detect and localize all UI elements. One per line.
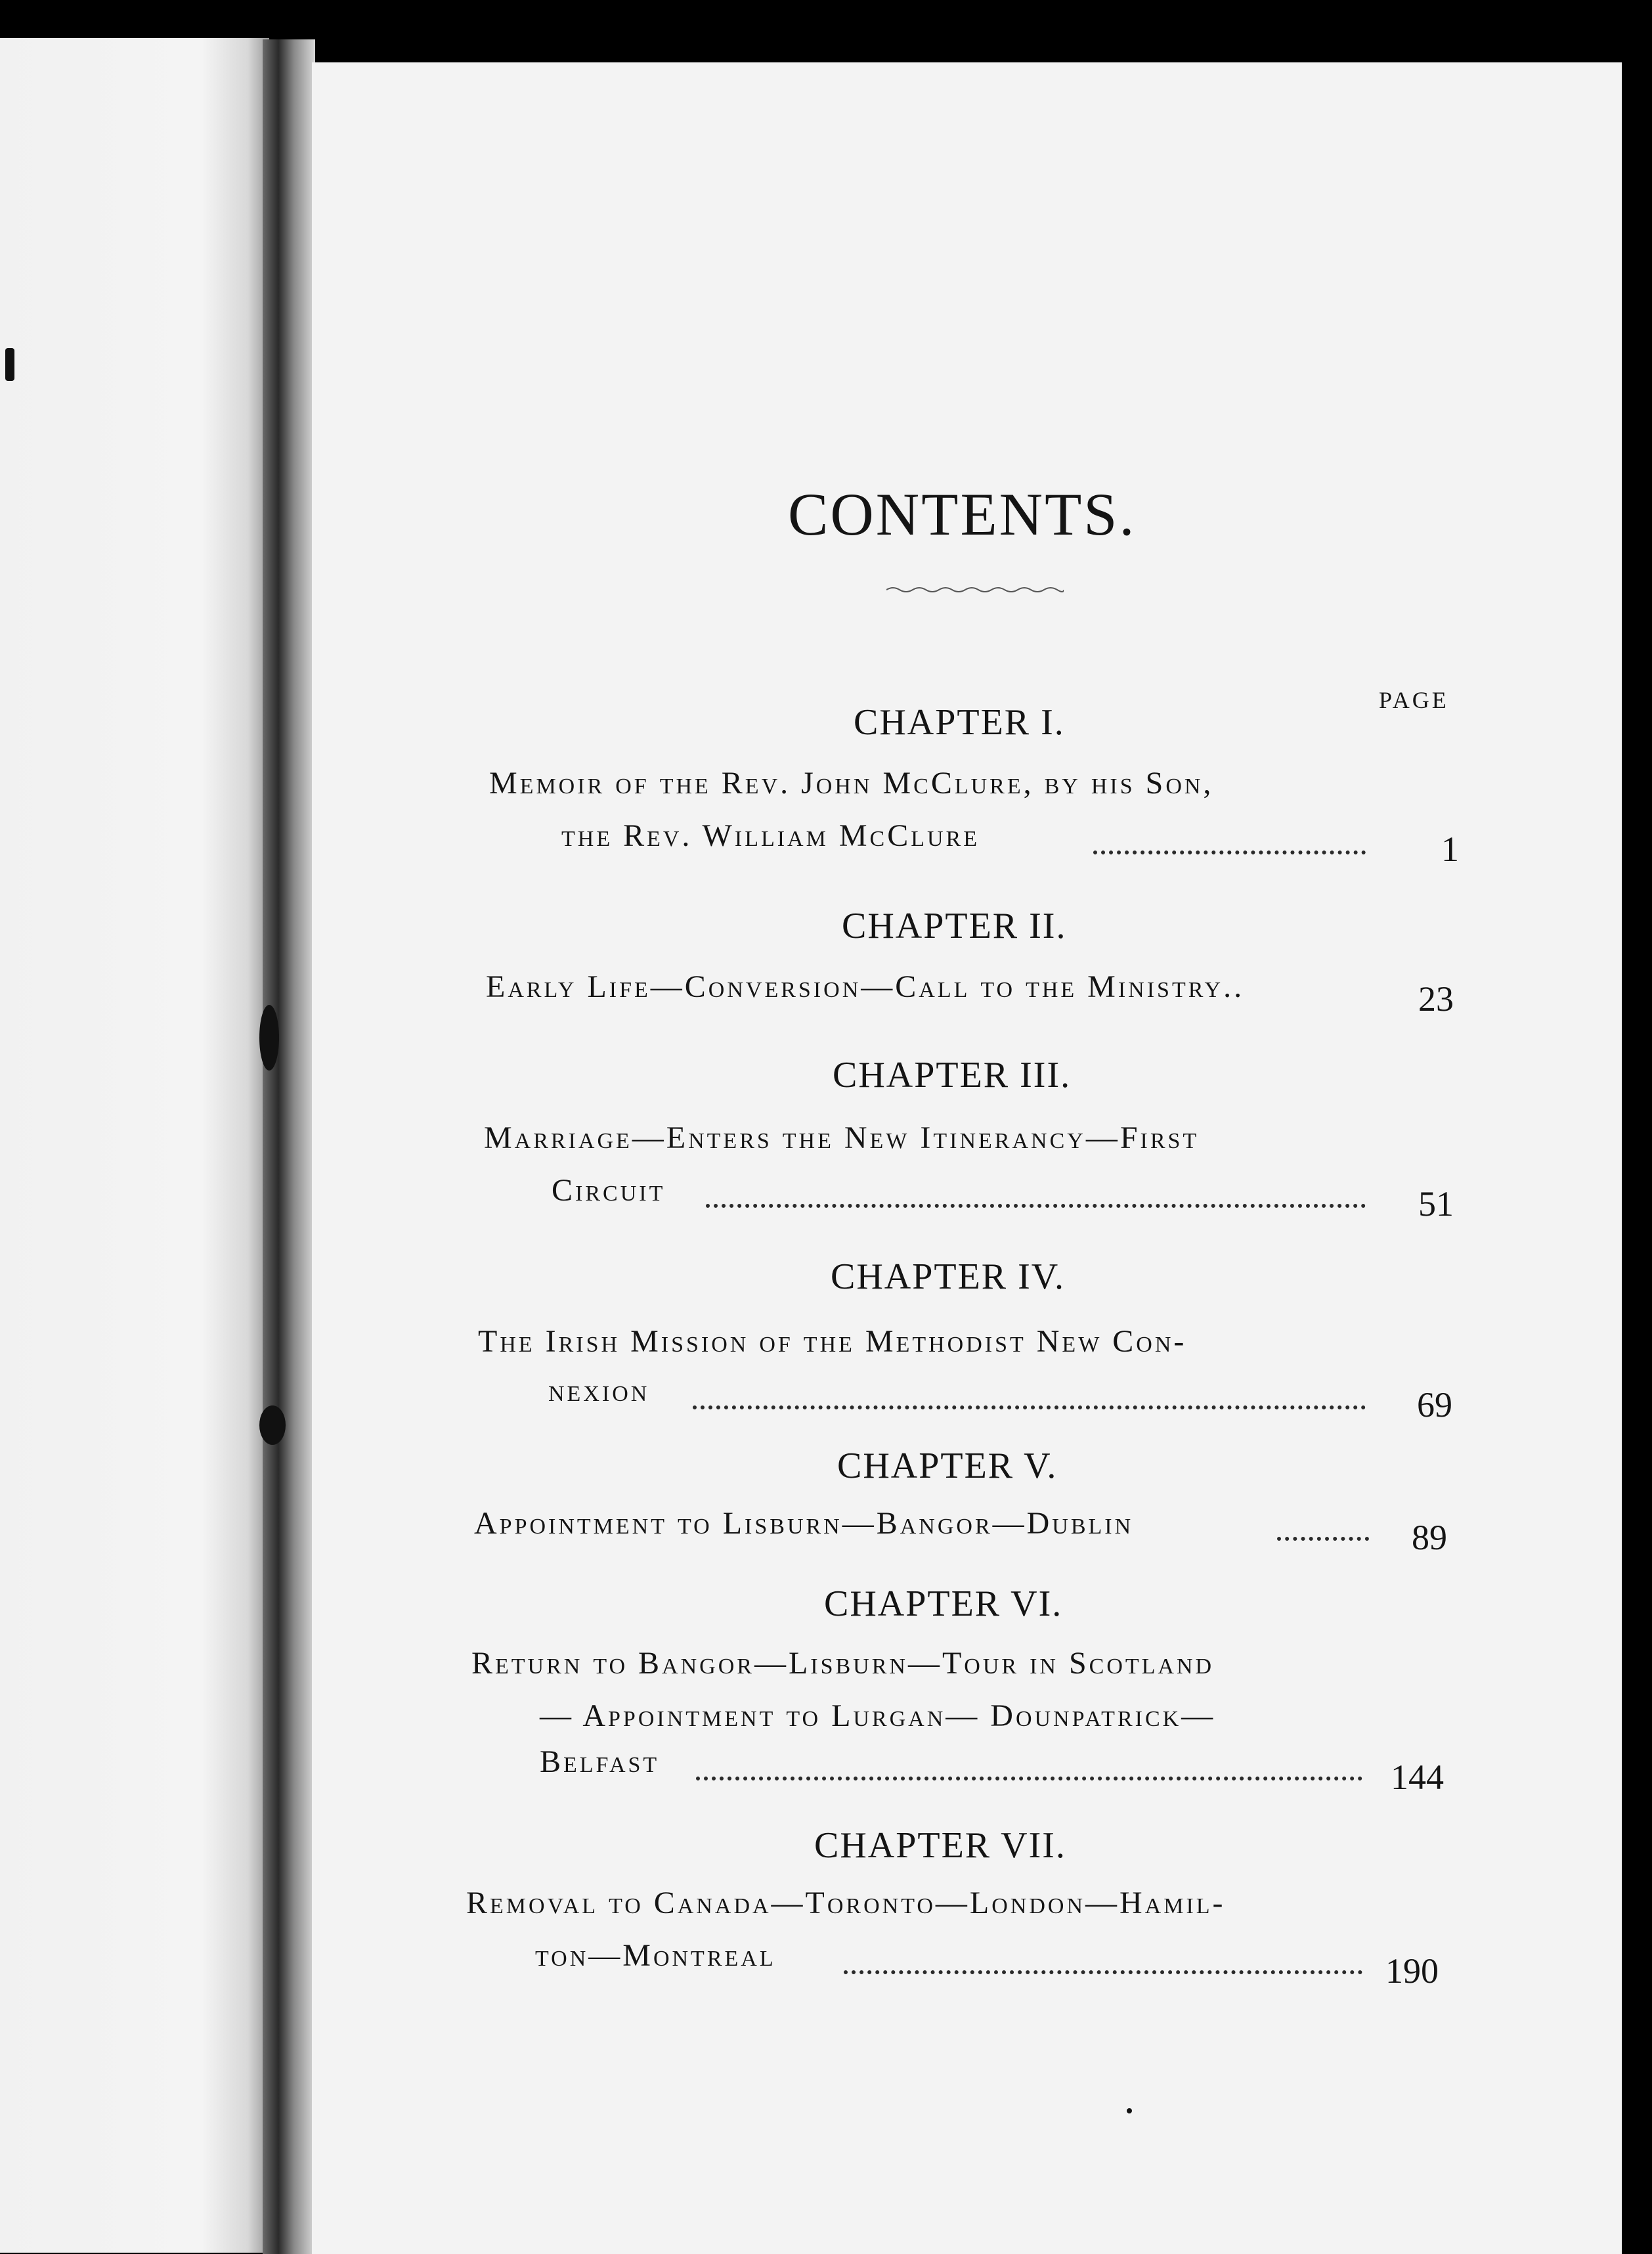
leader-dots <box>693 1405 1366 1409</box>
chapter-1-page: 1 <box>1441 829 1459 869</box>
chapter-5-line-1: Appointment to Lisburn—Bangor—Dublin <box>474 1506 1134 1541</box>
chapter-6-line-3: Belfast <box>540 1744 660 1779</box>
chapter-3-line-1: Marriage—Enters the New Itinerancy—First <box>484 1120 1200 1155</box>
chapter-4-line-1: The Irish Mission of the Methodist New Con- <box>478 1324 1187 1359</box>
chapter-heading-text: CHAPTER V. <box>837 1446 1058 1486</box>
title-ornament <box>886 583 1064 596</box>
chapter-3-line-2: Circuit <box>552 1173 666 1208</box>
chapter-heading-text: CHAPTER VII. <box>814 1825 1066 1866</box>
chapter-5-page: 89 <box>1412 1518 1447 1557</box>
chapter-1-line-2: the Rev. William McClure <box>561 818 980 853</box>
chapter-heading-text: CHAPTER II. <box>842 906 1067 946</box>
chapter-2-page: 23 <box>1418 979 1454 1019</box>
leader-dots <box>1093 851 1366 854</box>
chapter-4-page: 69 <box>1417 1385 1452 1425</box>
chapter-heading-text: CHAPTER I. <box>854 702 1065 743</box>
chapter-7-page: 190 <box>1385 1951 1439 1991</box>
leader-dots <box>1277 1537 1369 1541</box>
chapter-4-line-2: nexion <box>548 1373 650 1408</box>
chapter-1-line-1: Memoir of the Rev. John McClure, by his Son, <box>489 766 1214 801</box>
page-title: CONTENTS. <box>788 481 1137 548</box>
chapter-6-line-1: Return to Bangor—Lisburn—Tour in Scotland <box>471 1646 1215 1681</box>
leader-dots <box>696 1777 1362 1780</box>
page-column-header: PAGE <box>1379 687 1449 713</box>
chapter-6-line-2: — Appointment to Lurgan— Dounpatrick— <box>540 1698 1216 1733</box>
chapter-2-line-1: Early Life—Conversion—Call to the Ministry.. <box>486 969 1245 1004</box>
chapter-6-page: 144 <box>1391 1757 1444 1797</box>
chapter-heading-text: CHAPTER IV. <box>831 1256 1066 1297</box>
chapter-3-page: 51 <box>1418 1184 1454 1224</box>
chapter-heading-text: CHAPTER VI. <box>824 1583 1063 1624</box>
chapter-7-line-1: Removal to Canada—Toronto—London—Hamil- <box>466 1886 1226 1920</box>
chapter-7-line-2: ton—Montreal <box>535 1938 776 1973</box>
leader-dots <box>706 1204 1366 1208</box>
leader-dots <box>844 1970 1362 1974</box>
chapter-heading-text: CHAPTER III. <box>833 1055 1072 1095</box>
